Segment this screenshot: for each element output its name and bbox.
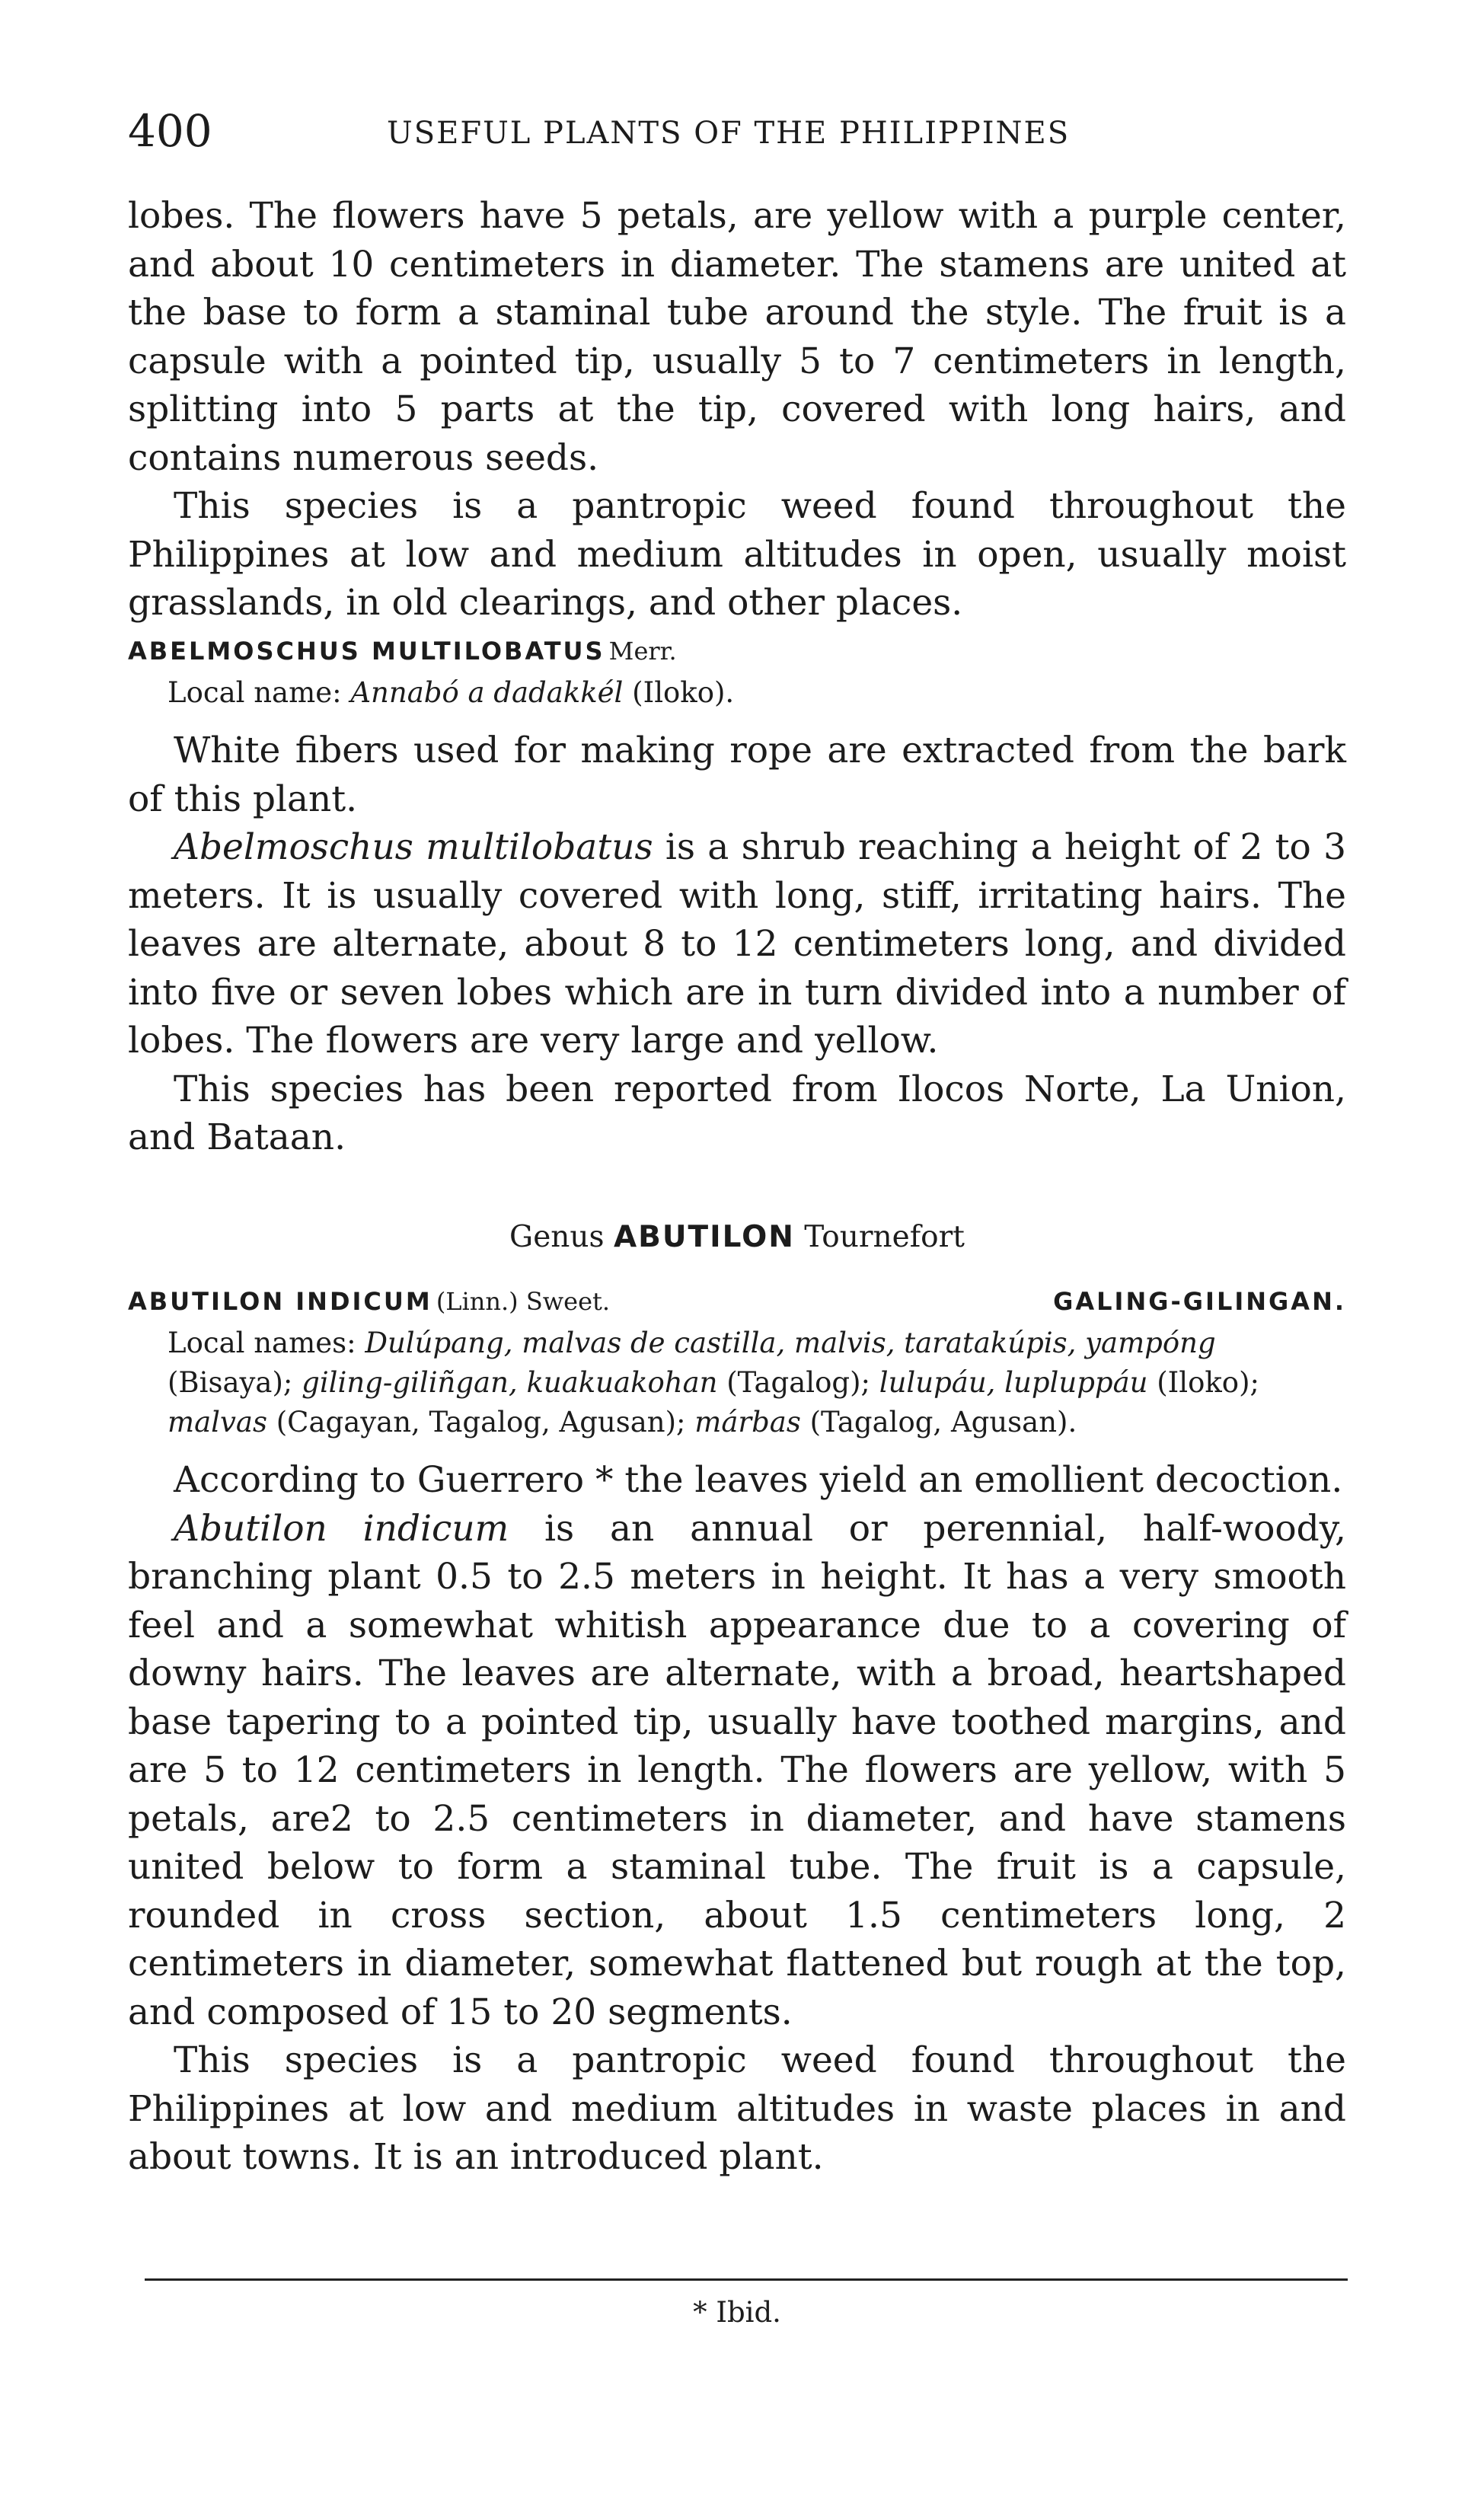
genus-author: Tournefort	[804, 1220, 965, 1254]
description-text: is a shrub reaching a height of 2 to 3 meters. It is usually covered with long, stiff, irritating hairs. The leaves are alternate, about 8 to 12 centimeters long, and divided into five or seven lobes which are in turn divided into a number of lobes. The flowers are very large and yellow.	[128, 826, 1346, 1062]
local-name-value: márbas	[685, 1406, 801, 1439]
local-name-language: (Cagayan, Tagalog, Agusan);	[266, 1406, 686, 1439]
genus-heading	[128, 1220, 1346, 1254]
local-name-language: (Iloko).	[632, 676, 735, 709]
paragraph-continued: lobes. The flowers have 5 petals, are yellow with a purple center, and about 10 centimeters in diameter. The stamens are united at the base to form a staminal tube around the style. The fruit is a capsule with a pointed tip, usually 5 to 7 centimeters in length, splitting into 5 parts at the tip, covered with long hairs, and contains numerous seeds.	[128, 195, 1346, 479]
paragraph-distribution: This species is a pantropic weed found throughout the Philippines at low and medium altitudes in waste places in and about towns. It is an introduced plant.	[128, 2039, 1346, 2178]
page-header	[128, 105, 1346, 166]
genus-name: ABUTILON	[613, 1220, 795, 1254]
abelmoschus-entry	[128, 637, 1346, 1162]
local-name-value: malvas	[168, 1406, 267, 1439]
description-text: is an annual or perennial, half-woody, branching plant 0.5 to 2.5 meters in height. It has a very smooth feel and a somewhat whitish appearance due to a covering of downy hairs. The leaves are alternate, with a broad, heartshaped base tapering to a pointed tip, usually have toothed margins, and are 5 to 12 centimeters in length. The flowers are yellow, with 5 petals, are2 to 2.5 centimeters in diameter, and have stamens united below to form a staminal tube. The fruit is a capsule, rounded in cross section, about 1.5 centimeters long, 2 centimeters in diameter, somewhat flattened but rough at the top, and composed of 15 to 20 segments.	[128, 1507, 1347, 2033]
footnote: * Ibid.	[693, 2296, 781, 2329]
common-name: GALING-GILINGAN.	[1053, 1287, 1346, 1316]
species-name: ABELMOSCHUS MULTILOBATUS	[128, 637, 605, 666]
local-name-value: Annabó a dadakkél	[350, 676, 624, 709]
species-heading	[128, 1287, 1346, 1316]
paragraph-distribution: This species has been reported from Ilocos Norte, La Union, and Bataan.	[128, 1068, 1346, 1158]
continued-description	[128, 192, 1346, 627]
footnote-rule	[145, 2278, 1348, 2281]
local-name-language: (Bisaya);	[168, 1366, 293, 1399]
abutilon-entry	[128, 1287, 1346, 2182]
species-italic: Abelmoschus multilobatus	[174, 826, 653, 868]
local-names	[128, 673, 1346, 713]
genus-prefix: Genus	[509, 1220, 605, 1254]
paragraph-description	[128, 823, 1346, 1065]
species-heading	[128, 637, 1346, 666]
running-head: USEFUL PLANTS OF THE PHILIPPINES	[387, 116, 1071, 151]
local-names	[128, 1324, 1346, 1442]
paragraph-distribution: This species is a pantropic weed found throughout the Philippines at low and medium altitudes in open, usually moist grasslands, in old clearings, and other places.	[128, 485, 1346, 624]
local-name-language: (Iloko);	[1147, 1366, 1259, 1399]
local-name-value: Dulúpang, malvas de castilla, malvis, taratakúpis, yampóng	[365, 1327, 1216, 1359]
local-name-value: lulupáu, lupluppáu	[870, 1366, 1148, 1399]
species-author: Merr.	[608, 637, 677, 666]
species-italic: Abutilon indicum	[174, 1507, 509, 1550]
local-name-value: giling-giliñgan, kuakuakohan	[292, 1366, 718, 1399]
local-names-label: Local name:	[168, 676, 342, 709]
species-name: ABUTILON INDICUM	[128, 1287, 432, 1316]
local-name-language: (Tagalog);	[717, 1366, 870, 1399]
paragraph-uses: According to Guerrero * the leaves yield an emollient decoction.	[174, 1459, 1343, 1501]
page-number: 400	[128, 105, 212, 157]
local-name-language: (Tagalog, Agusan).	[800, 1406, 1077, 1439]
species-author: (Linn.) Sweet.	[436, 1287, 611, 1316]
paragraph-description	[128, 1505, 1346, 2037]
local-names-label: Local names:	[168, 1327, 356, 1359]
paragraph-uses: White fibers used for making rope are extracted from the bark of this plant.	[128, 730, 1346, 820]
